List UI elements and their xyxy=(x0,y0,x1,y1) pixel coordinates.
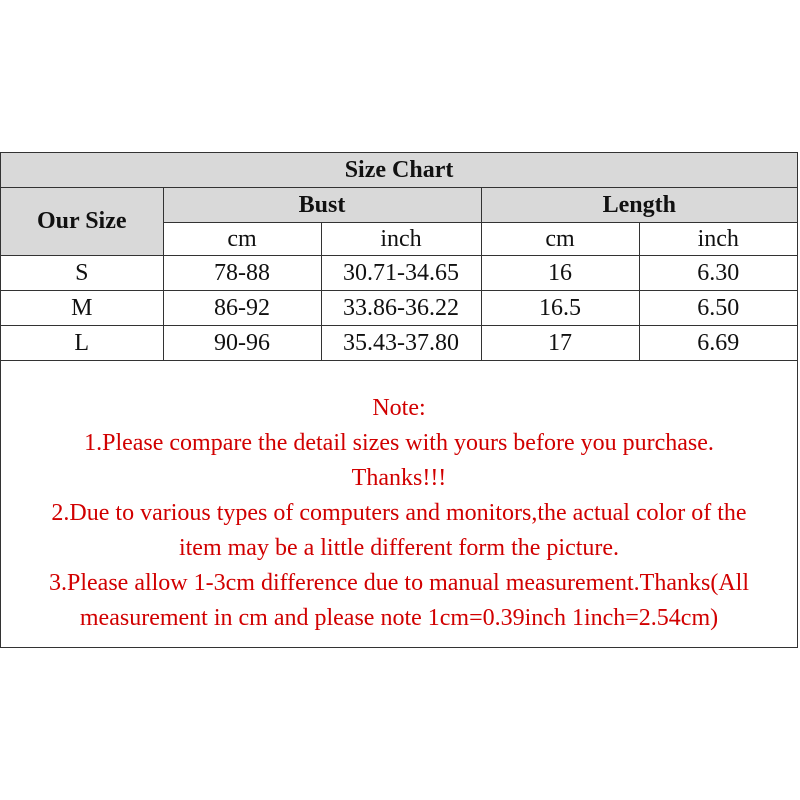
bust-inch-cell: 33.86-36.22 xyxy=(321,291,481,326)
note-heading: Note: xyxy=(372,395,426,421)
length-cm-cell: 16.5 xyxy=(481,291,639,326)
bust-cm-cell: 90-96 xyxy=(163,326,321,361)
note-line: 2.Due to various types of computers and monitors,the actual color of the xyxy=(51,500,747,526)
length-inch-cell: 6.69 xyxy=(639,326,797,361)
note-line: Thanks!!! xyxy=(351,465,447,491)
bust-inch-cell: 35.43-37.80 xyxy=(321,326,481,361)
size-cell: S xyxy=(1,256,163,291)
bust-inch-cell: 30.71-34.65 xyxy=(321,256,481,291)
table-row xyxy=(1,291,797,326)
note-line: measurement in cm and please note 1cm=0.39inch 1inch=2.54cm) xyxy=(79,605,719,631)
table-row xyxy=(1,326,797,361)
unit-bust-inch: inch xyxy=(321,223,481,256)
bust-cm-cell: 78-88 xyxy=(163,256,321,291)
header-length: Length xyxy=(481,188,797,223)
unit-length-inch: inch xyxy=(639,223,797,256)
size-cell: M xyxy=(1,291,163,326)
note-line: item may be a little different form the picture. xyxy=(178,535,620,561)
chart-title: Size Chart xyxy=(1,153,797,188)
size-table xyxy=(1,153,797,361)
size-chart xyxy=(0,152,798,648)
header-bust: Bust xyxy=(163,188,481,223)
length-inch-cell: 6.30 xyxy=(639,256,797,291)
length-inch-cell: 6.50 xyxy=(639,291,797,326)
notes-block xyxy=(1,391,797,636)
length-cm-cell: 16 xyxy=(481,256,639,291)
size-cell: L xyxy=(1,326,163,361)
unit-length-cm: cm xyxy=(481,223,639,256)
unit-bust-cm: cm xyxy=(163,223,321,256)
note-line: 3.Please allow 1-3cm difference due to manual measurement.Thanks(All xyxy=(49,570,749,596)
bust-cm-cell: 86-92 xyxy=(163,291,321,326)
table-row xyxy=(1,256,797,291)
note-line: 1.Please compare the detail sizes with yours before you purchase. xyxy=(84,430,714,456)
length-cm-cell: 17 xyxy=(481,326,639,361)
header-our-size: Our Size xyxy=(1,188,163,256)
